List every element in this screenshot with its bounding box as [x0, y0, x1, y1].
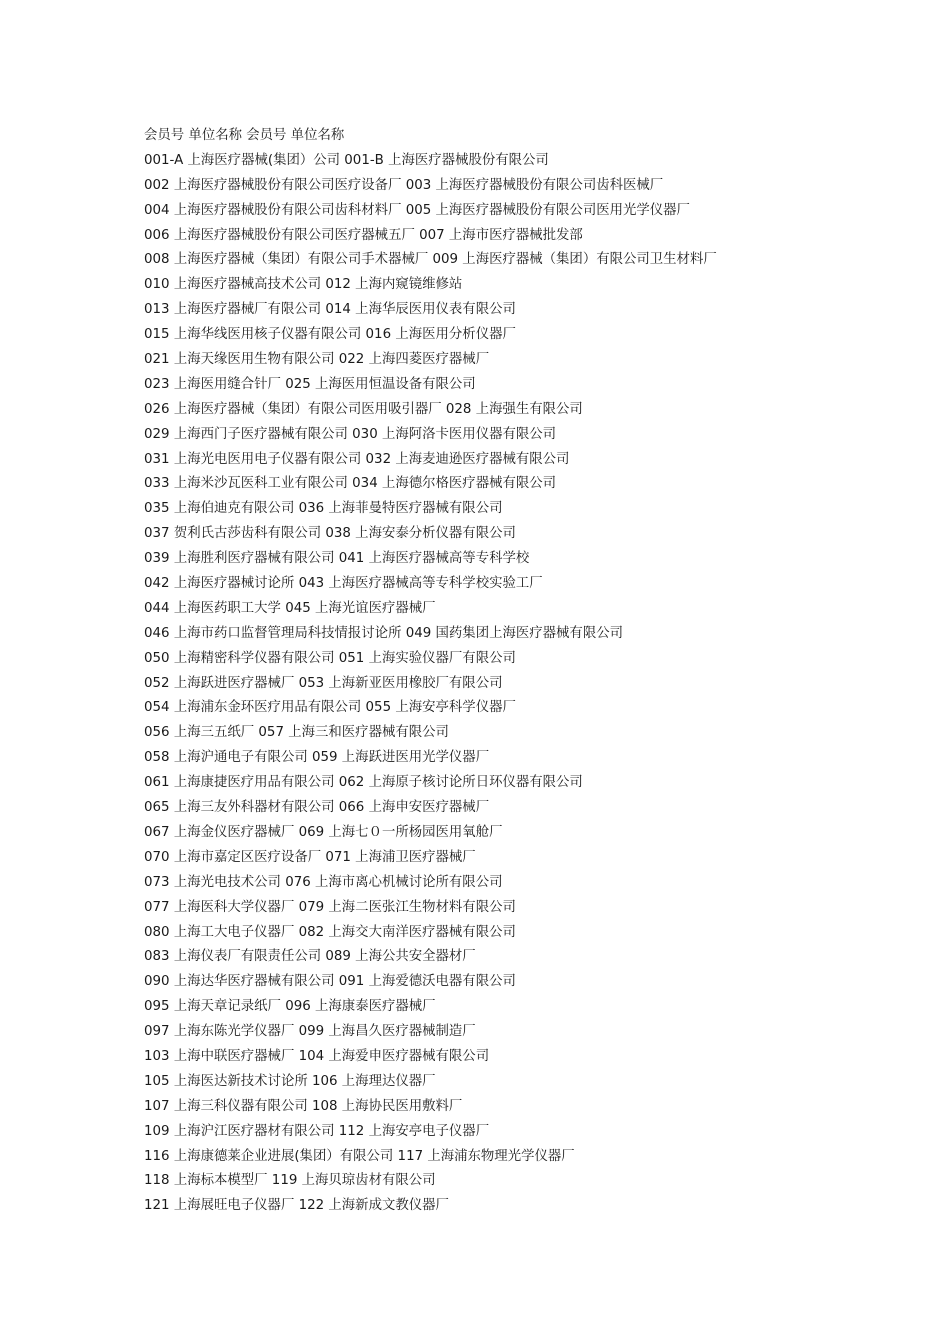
- list-item: 061 上海康捷医疗用品有限公司 062 上海原子核讨论所日环仪器有限公司: [144, 775, 583, 791]
- list-item: 121 上海展旺电子仪器厂 122 上海新成文教仪器厂: [144, 1198, 449, 1214]
- list-item: 008 上海医疗器械（集团）有限公司手术器械厂 009 上海医疗器械（集团）有限公司卫生材料厂: [144, 252, 717, 268]
- list-item: 002 上海医疗器械股份有限公司医疗设备厂 003 上海医疗器械股份有限公司齿科医械厂: [144, 177, 664, 193]
- list-item: 097 上海东陈光学仪器厂 099 上海昌久医疗器械制造厂: [144, 1024, 476, 1040]
- list-item: 065 上海三友外科器材有限公司 066 上海申安医疗器械厂: [144, 800, 490, 816]
- list-item: 107 上海三科仪器有限公司 108 上海协民医用敷料厂: [144, 1098, 463, 1114]
- list-item: 067 上海金仪医疗器械厂 069 上海七０一所杨园医用氧舱厂: [144, 824, 503, 840]
- list-item: 021 上海天缘医用生物有限公司 022 上海四菱医疗器械厂: [144, 352, 490, 368]
- list-item: 050 上海精密科学仪器有限公司 051 上海实验仪器厂有限公司: [144, 650, 516, 666]
- list-item: 080 上海工大电子仪器厂 082 上海交大南洋医疗器械有限公司: [144, 924, 516, 940]
- document-body: [144, 124, 924, 1219]
- list-item: 044 上海医药职工大学 045 上海光谊医疗器械厂: [144, 600, 436, 616]
- list-item: 001-A 上海医疗器械(集团）公司 001-B 上海医疗器械股份有限公司: [144, 152, 549, 168]
- list-item: 033 上海米沙瓦医科工业有限公司 034 上海德尔格医疗器械有限公司: [144, 476, 557, 492]
- list-item: 118 上海标本模型厂 119 上海贝琼齿材有限公司: [144, 1173, 436, 1189]
- list-item: 103 上海中联医疗器械厂 104 上海爱申医疗器械有限公司: [144, 1048, 490, 1064]
- list-item: 023 上海医用缝合针厂 025 上海医用恒温设备有限公司: [144, 376, 476, 392]
- list-item: 046 上海市药口监督管理局科技情报讨论所 049 国药集团上海医疗器械有限公司: [144, 625, 623, 641]
- list-item: 015 上海华线医用核子仪器有限公司 016 上海医用分析仪器厂: [144, 327, 516, 343]
- list-item: 037 贺利氏古莎齿科有限公司 038 上海安泰分析仪器有限公司: [144, 526, 516, 542]
- list-item: 056 上海三五纸厂 057 上海三和医疗器械有限公司: [144, 725, 449, 741]
- list-item: 095 上海天章记录纸厂 096 上海康泰医疗器械厂: [144, 999, 436, 1015]
- list-item: 073 上海光电技术公司 076 上海市离心机械讨论所有限公司: [144, 874, 503, 890]
- list-item: 105 上海医达新技术讨论所 106 上海理达仪器厂: [144, 1073, 436, 1089]
- list-item: 042 上海医疗器械讨论所 043 上海医疗器械高等专科学校实验工厂: [144, 576, 543, 592]
- list-item: 070 上海市嘉定区医疗设备厂 071 上海浦卫医疗器械厂: [144, 849, 476, 865]
- list-item: 054 上海浦东金环医疗用品有限公司 055 上海安亭科学仪器厂: [144, 700, 516, 716]
- list-item: 077 上海医科大学仪器厂 079 上海二医张江生物材料有限公司: [144, 899, 516, 915]
- table-header: 会员号 单位名称 会员号 单位名称: [144, 128, 345, 143]
- list-item: 010 上海医疗器械高技术公司 012 上海内窥镜维修站: [144, 277, 463, 293]
- list-item: 004 上海医疗器械股份有限公司齿科材料厂 005 上海医疗器械股份有限公司医用光学仪器厂: [144, 202, 690, 218]
- list-item: 026 上海医疗器械（集团）有限公司医用吸引器厂 028 上海强生有限公司: [144, 401, 583, 417]
- list-item: 013 上海医疗器械厂有限公司 014 上海华辰医用仪表有限公司: [144, 302, 516, 318]
- list-item: 083 上海仪表厂有限责任公司 089 上海公共安全器材厂: [144, 949, 476, 965]
- list-item: 058 上海沪通电子有限公司 059 上海跃进医用光学仪器厂: [144, 750, 490, 766]
- list-item: 109 上海沪江医疗器材有限公司 112 上海安亭电子仪器厂: [144, 1123, 490, 1139]
- list-item: 052 上海跃进医疗器械厂 053 上海新亚医用橡胶厂有限公司: [144, 675, 503, 691]
- list-item: 090 上海达华医疗器械有限公司 091 上海爱德沃电器有限公司: [144, 974, 516, 990]
- list-item: 006 上海医疗器械股份有限公司医疗器械五厂 007 上海市医疗器械批发部: [144, 227, 583, 243]
- list-item: 116 上海康德莱企业进展(集团）有限公司 117 上海浦东物理光学仪器厂: [144, 1148, 575, 1164]
- list-item: 039 上海胜利医疗器械有限公司 041 上海医疗器械高等专科学校: [144, 551, 530, 567]
- list-item: 035 上海伯迪克有限公司 036 上海菲曼特医疗器械有限公司: [144, 501, 503, 517]
- list-item: 031 上海光电医用电子仪器有限公司 032 上海麦迪逊医疗器械有限公司: [144, 451, 570, 467]
- list-item: 029 上海西门子医疗器械有限公司 030 上海阿洛卡医用仪器有限公司: [144, 426, 557, 442]
